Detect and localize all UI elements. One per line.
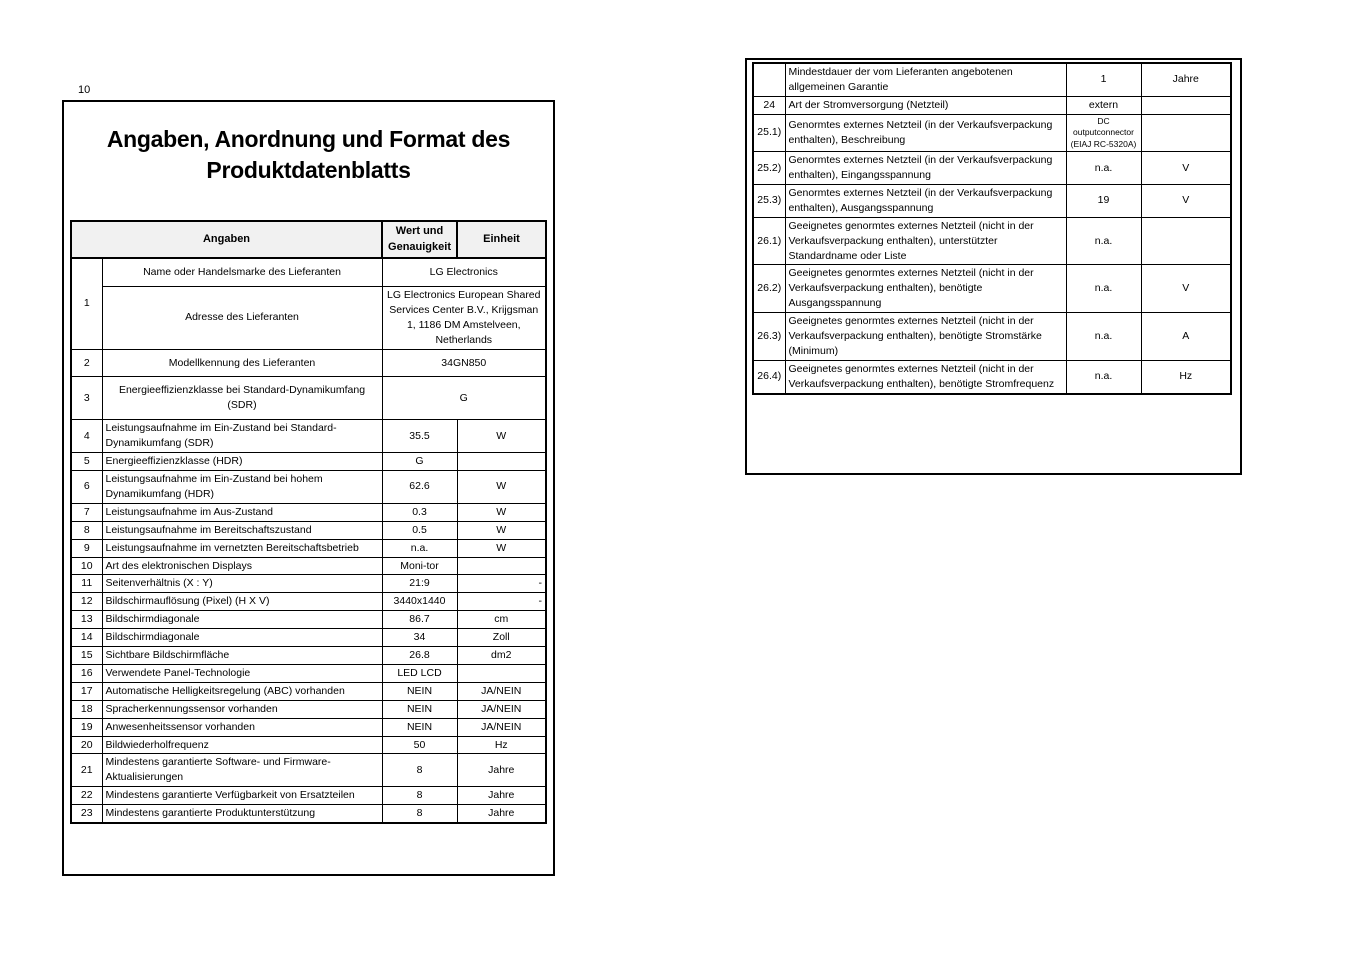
spec-unit-cell: W bbox=[457, 539, 546, 557]
table-row bbox=[753, 265, 1231, 313]
row-number-cell: 3 bbox=[71, 377, 102, 420]
spec-unit-cell bbox=[1141, 217, 1231, 265]
spec-value-cell: n.a. bbox=[1066, 313, 1141, 361]
spec-unit-cell: dm2 bbox=[457, 647, 546, 665]
row-number-cell: 1 bbox=[71, 258, 102, 349]
spec-unit-cell: cm bbox=[457, 611, 546, 629]
spec-unit-cell bbox=[457, 453, 546, 471]
spec-label-cell: Automatische Helligkeitsregelung (ABC) vorhanden bbox=[102, 682, 382, 700]
spec-value-cell: 0.5 bbox=[382, 521, 457, 539]
spec-unit-cell: Zoll bbox=[457, 629, 546, 647]
spec-value-cell: 86.7 bbox=[382, 611, 457, 629]
row-number-cell: 19 bbox=[71, 718, 102, 736]
column-header-angaben: Angaben bbox=[71, 221, 382, 258]
spec-unit-cell: W bbox=[457, 470, 546, 503]
specs-table-right bbox=[752, 62, 1232, 395]
spec-label-cell: Bildwiederholfrequenz bbox=[102, 736, 382, 754]
spec-value-cell: 21:9 bbox=[382, 575, 457, 593]
table-row bbox=[753, 360, 1231, 393]
datasheet-page-right bbox=[745, 58, 1242, 475]
spec-unit-cell bbox=[1141, 114, 1231, 151]
row-number-cell: 16 bbox=[71, 664, 102, 682]
spec-value-cell: DC outputconnector (EIAJ RC-5320A) bbox=[1066, 114, 1141, 151]
spec-value-cell: 35.5 bbox=[382, 420, 457, 453]
spec-value-cell: 8 bbox=[382, 754, 457, 787]
table-row bbox=[71, 754, 546, 787]
row-number-cell: 25.3) bbox=[753, 184, 785, 217]
row-number-cell: 14 bbox=[71, 629, 102, 647]
spec-value-cell: 1 bbox=[1066, 63, 1141, 96]
spec-label-cell: Art der Stromversorgung (Netzteil) bbox=[785, 96, 1066, 114]
spec-label-cell: Genormtes externes Netzteil (in der Verkaufsverpackung enthalten), Ausgangsspannung bbox=[785, 184, 1066, 217]
spec-value-cell: NEIN bbox=[382, 700, 457, 718]
spec-label-cell: Sichtbare Bildschirmfläche bbox=[102, 647, 382, 665]
table-row bbox=[753, 217, 1231, 265]
row-number-cell: 20 bbox=[71, 736, 102, 754]
spec-label-cell: Genormtes externes Netzteil (in der Verkaufsverpackung enthalten), Eingangsspannung bbox=[785, 152, 1066, 185]
spec-label-cell: Geeignetes genormtes externes Netzteil (nicht in der Verkaufsverpackung enthalten), unterstützter Standardname oder Liste bbox=[785, 217, 1066, 265]
spec-unit-cell: JA/NEIN bbox=[457, 682, 546, 700]
spec-unit-cell: V bbox=[1141, 184, 1231, 217]
spec-label-cell: Bildschirmdiagonale bbox=[102, 611, 382, 629]
table-row bbox=[71, 575, 546, 593]
spec-value-cell: n.a. bbox=[1066, 217, 1141, 265]
table-row bbox=[71, 521, 546, 539]
table-row bbox=[71, 629, 546, 647]
spec-value-cell: n.a. bbox=[1066, 265, 1141, 313]
table-row bbox=[71, 420, 546, 453]
spec-label-cell: Geeignetes genormtes externes Netzteil (nicht in der Verkaufsverpackung enthalten), benötigte Stromstärke (Minimum) bbox=[785, 313, 1066, 361]
spec-value-cell: n.a. bbox=[1066, 360, 1141, 393]
spec-value-cell: n.a. bbox=[1066, 152, 1141, 185]
spec-unit-cell: A bbox=[1141, 313, 1231, 361]
row-number-cell: 12 bbox=[71, 593, 102, 611]
spec-label-cell: Leistungsaufnahme im Aus-Zustand bbox=[102, 503, 382, 521]
spec-unit-cell: Hz bbox=[1141, 360, 1231, 393]
spec-label-cell: Mindestens garantierte Produktunterstützung bbox=[102, 805, 382, 823]
spec-unit-cell: V bbox=[1141, 265, 1231, 313]
spec-unit-cell bbox=[457, 557, 546, 575]
spec-label-cell: Mindestens garantierte Verfügbarkeit von Ersatzteilen bbox=[102, 787, 382, 805]
row-number-cell: 5 bbox=[71, 453, 102, 471]
row-number-cell: 26.3) bbox=[753, 313, 785, 361]
row-number-cell: 11 bbox=[71, 575, 102, 593]
spec-value-cell: NEIN bbox=[382, 718, 457, 736]
spec-unit-cell: Jahre bbox=[1141, 63, 1231, 96]
spec-value-cell: 26.8 bbox=[382, 647, 457, 665]
row-number-cell: 22 bbox=[71, 787, 102, 805]
spec-value-cell: NEIN bbox=[382, 682, 457, 700]
spec-label-cell: Anwesenheitssensor vorhanden bbox=[102, 718, 382, 736]
row-number-cell: 15 bbox=[71, 647, 102, 665]
table-row bbox=[71, 503, 546, 521]
table-row bbox=[71, 470, 546, 503]
spec-value-cell: G bbox=[382, 453, 457, 471]
spec-unit-cell: - bbox=[457, 575, 546, 593]
spec-unit-cell: W bbox=[457, 420, 546, 453]
row-number-cell: 25.2) bbox=[753, 152, 785, 185]
spec-label-cell: Geeignetes genormtes externes Netzteil (nicht in der Verkaufsverpackung enthalten), benötigte Stromfrequenz bbox=[785, 360, 1066, 393]
spec-unit-cell: Jahre bbox=[457, 805, 546, 823]
row-number-cell: 18 bbox=[71, 700, 102, 718]
table-row bbox=[753, 184, 1231, 217]
spec-label-cell: Verwendete Panel-Technologie bbox=[102, 664, 382, 682]
spec-unit-cell: JA/NEIN bbox=[457, 700, 546, 718]
spec-value-cell: 0.3 bbox=[382, 503, 457, 521]
table-header bbox=[71, 221, 546, 258]
spec-value-cell: extern bbox=[1066, 96, 1141, 114]
spec-unit-cell bbox=[457, 664, 546, 682]
table-row bbox=[71, 805, 546, 823]
spec-label-cell: Leistungsaufnahme im vernetzten Bereitschaftsbetrieb bbox=[102, 539, 382, 557]
table-row bbox=[71, 682, 546, 700]
spec-unit-cell: Jahre bbox=[457, 754, 546, 787]
column-header-wert: Wert und Genauigkeit bbox=[382, 221, 457, 258]
table-row bbox=[71, 664, 546, 682]
spec-value-cell: 8 bbox=[382, 805, 457, 823]
table-row bbox=[71, 647, 546, 665]
spec-value-cell: 34 bbox=[382, 629, 457, 647]
spec-unit-cell: W bbox=[457, 521, 546, 539]
row-number-cell: 26.4) bbox=[753, 360, 785, 393]
table-row bbox=[71, 539, 546, 557]
spec-value-cell: 50 bbox=[382, 736, 457, 754]
spec-value-cell: LG Electronics bbox=[382, 258, 546, 286]
table-row bbox=[71, 286, 546, 349]
spec-label-cell: Seitenverhältnis (X : Y) bbox=[102, 575, 382, 593]
table-row bbox=[753, 152, 1231, 185]
spec-value-cell: 3440x1440 bbox=[382, 593, 457, 611]
spec-label-cell: Energieeffizienzklasse (HDR) bbox=[102, 453, 382, 471]
table-row bbox=[753, 63, 1231, 96]
table-row bbox=[753, 114, 1231, 151]
spec-label-cell: Energieeffizienzklasse bei Standard-Dynamikumfang (SDR) bbox=[102, 377, 382, 420]
specs-table-left bbox=[70, 220, 547, 824]
datasheet-page-left bbox=[62, 100, 555, 876]
spec-value-cell: Moni-tor bbox=[382, 557, 457, 575]
spec-label-cell: Art des elektronischen Displays bbox=[102, 557, 382, 575]
row-number-cell: 13 bbox=[71, 611, 102, 629]
column-header-einheit: Einheit bbox=[457, 221, 546, 258]
spec-value-cell: 8 bbox=[382, 787, 457, 805]
row-number-cell: 17 bbox=[71, 682, 102, 700]
table-row bbox=[71, 611, 546, 629]
row-number-cell: 26.2) bbox=[753, 265, 785, 313]
spec-unit-cell: V bbox=[1141, 152, 1231, 185]
spec-unit-cell: W bbox=[457, 503, 546, 521]
row-number-cell: 9 bbox=[71, 539, 102, 557]
row-number-cell: 21 bbox=[71, 754, 102, 787]
spec-unit-cell bbox=[1141, 96, 1231, 114]
table-row bbox=[71, 736, 546, 754]
spec-label-cell: Name oder Handelsmarke des Lieferanten bbox=[102, 258, 382, 286]
table-row bbox=[71, 377, 546, 420]
table-row bbox=[753, 313, 1231, 361]
table-row bbox=[71, 593, 546, 611]
spec-label-cell: Modellkennung des Lieferanten bbox=[102, 349, 382, 377]
spec-value-cell: LG Electronics European Shared Services Center B.V., Krijgsman 1, 1186 DM Amstelveen, Netherlands bbox=[382, 286, 546, 349]
spec-value-cell: G bbox=[382, 377, 546, 420]
table-row bbox=[753, 96, 1231, 114]
spec-unit-cell: - bbox=[457, 593, 546, 611]
spec-value-cell: 62.6 bbox=[382, 470, 457, 503]
page-number: 10 bbox=[78, 84, 91, 96]
spec-label-cell: Leistungsaufnahme im Bereitschaftszustand bbox=[102, 521, 382, 539]
spec-label-cell: Adresse des Lieferanten bbox=[102, 286, 382, 349]
spec-label-cell: Mindestdauer der vom Lieferanten angebotenen allgemeinen Garantie bbox=[785, 63, 1066, 96]
spec-value-cell: LED LCD bbox=[382, 664, 457, 682]
header-row bbox=[71, 221, 546, 258]
row-number-cell: 7 bbox=[71, 503, 102, 521]
spec-unit-cell: JA/NEIN bbox=[457, 718, 546, 736]
row-number-cell: 25.1) bbox=[753, 114, 785, 151]
row-number-cell: 26.1) bbox=[753, 217, 785, 265]
table-row bbox=[71, 557, 546, 575]
table-row bbox=[71, 453, 546, 471]
spec-value-cell: n.a. bbox=[382, 539, 457, 557]
row-number-cell bbox=[753, 63, 785, 96]
row-number-cell: 23 bbox=[71, 805, 102, 823]
row-number-cell: 2 bbox=[71, 349, 102, 377]
table-row bbox=[71, 258, 546, 286]
row-number-cell: 4 bbox=[71, 420, 102, 453]
spec-unit-cell: Jahre bbox=[457, 787, 546, 805]
spec-label-cell: Bildschirmdiagonale bbox=[102, 629, 382, 647]
document-title: Angaben, Anordnung und Format des Produktdatenblatts bbox=[106, 126, 511, 183]
table-row bbox=[71, 349, 546, 377]
spec-label-cell: Leistungsaufnahme im Ein-Zustand bei hohem Dynamikumfang (HDR) bbox=[102, 470, 382, 503]
row-number-cell: 10 bbox=[71, 557, 102, 575]
row-number-cell: 8 bbox=[71, 521, 102, 539]
spec-label-cell: Leistungsaufnahme im Ein-Zustand bei Standard-Dynamikumfang (SDR) bbox=[102, 420, 382, 453]
spec-unit-cell: Hz bbox=[457, 736, 546, 754]
spec-label-cell: Bildschirmauflösung (Pixel) (H X V) bbox=[102, 593, 382, 611]
spec-label-cell: Genormtes externes Netzteil (in der Verkaufsverpackung enthalten), Beschreibung bbox=[785, 114, 1066, 151]
table-row bbox=[71, 700, 546, 718]
spec-label-cell: Mindestens garantierte Software- und Firmware-Aktualisierungen bbox=[102, 754, 382, 787]
spec-value-cell: 34GN850 bbox=[382, 349, 546, 377]
spec-value-cell: 19 bbox=[1066, 184, 1141, 217]
table-row bbox=[71, 718, 546, 736]
spec-label-cell: Geeignetes genormtes externes Netzteil (nicht in der Verkaufsverpackung enthalten), benötigte Ausgangsspannung bbox=[785, 265, 1066, 313]
spec-label-cell: Spracherkennungssensor vorhanden bbox=[102, 700, 382, 718]
table-row bbox=[71, 787, 546, 805]
row-number-cell: 24 bbox=[753, 96, 785, 114]
row-number-cell: 6 bbox=[71, 470, 102, 503]
